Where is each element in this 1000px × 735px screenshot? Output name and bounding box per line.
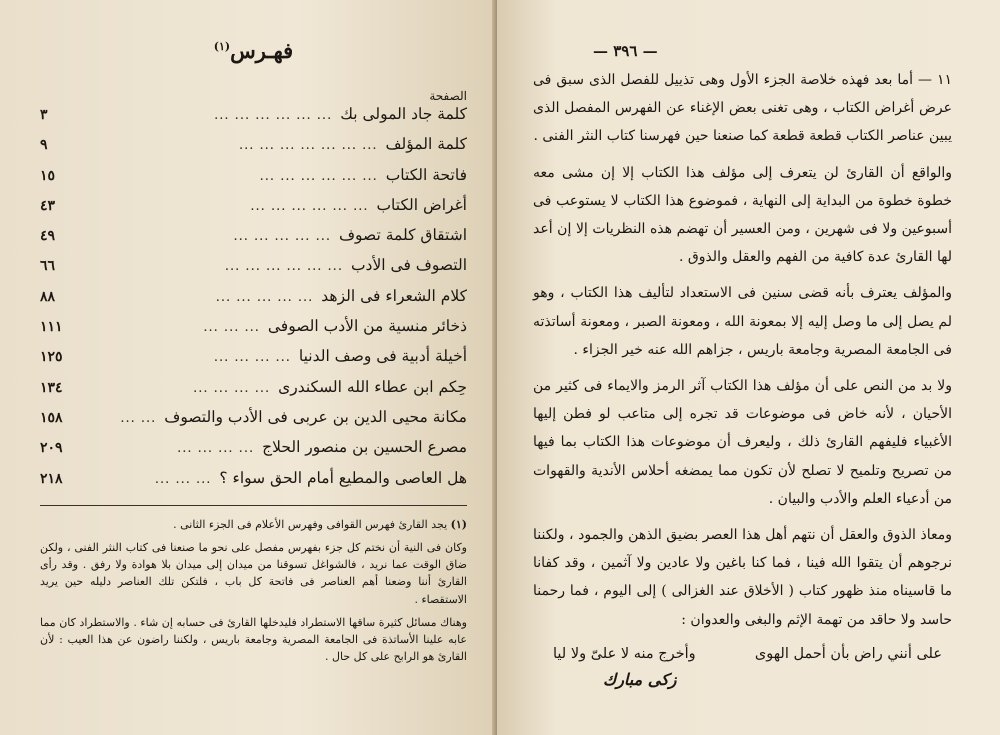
toc-entry: [40, 287, 467, 317]
toc-entry-leader: ... ... ... ... ...: [233, 229, 331, 245]
footnote-text: وهناك مسائل كثيرة ساقها الاستطراد فليدخلها القارئ فى حسابه إن شاء . والاستطراد كان مما عابه علينا الأساتذة فى الجامعة المصرية وجامعة باريس ، ولكننا راضون عن هذا العيب : لأن القارئ هو الرابح على كل حال .: [40, 615, 467, 664]
toc-entry-page: ١٥: [40, 167, 56, 184]
toc-entry-leader: ... ... ...: [154, 471, 212, 487]
toc-entry: [40, 135, 467, 165]
paragraph: ١١ — أما بعد فهذه خلاصة الجزء الأول وهى تذييل للفصل الذى سبق فى عرض أغراض الكتاب ، وهى تغنى بعض الإغناء عن الفهرس المفصل الذى يبين عناصر الكتاب قطعة قطعة كما صنعنا حين فهرسنا كتاب النثر الفنى .: [533, 72, 952, 145]
text-page: [497, 0, 1000, 735]
toc-entry: [40, 408, 467, 438]
toc-entry-title: مصرع الحسين بن منصور الحلاج: [262, 438, 467, 457]
index-page: [0, 0, 497, 735]
verse-second-hemistich: وأخرج منه لا علىّ ولا ليا: [553, 645, 696, 662]
toc-entry: [40, 317, 467, 347]
toc-entry-title: ذخائر منسية من الأدب الصوفى: [267, 317, 467, 336]
toc-entry-title: أخيلة أدبية فى وصف الدنيا: [298, 347, 467, 366]
toc-entry: [40, 105, 467, 135]
toc-entry-leader: ... ... ... ... ... ...: [214, 108, 333, 123]
toc-entry-leader: ... ... ... ... ... ... ...: [238, 138, 378, 154]
footnote-text: وكان فى النية أن نختم كل جزء بفهرس مفصل على نحو ما صنعنا فى كتاب النثر الفنى ، ولكن ضاق الوقت عما نريد ، فالشواغل تسوقنا من ميدان إلى ميدان بلا هوادة ولا رفق . وقد رأى القارئ أننا وضعنا أهم العناصر فى فاتحة كل باب ، فلتكن تلك العناصر دليله حين يريد الاستقصاء .: [40, 541, 467, 606]
footnote-divider: [40, 505, 467, 506]
poetry-verse: [553, 646, 942, 662]
verse-first-hemistich: على أنني راض بأن أحمل الهوى: [754, 645, 942, 662]
toc-entry: [40, 438, 467, 468]
toc-entry-page: ٩: [40, 137, 48, 154]
toc-entry-title: أغراض الكتاب: [376, 195, 467, 214]
toc-entry: [40, 378, 467, 408]
toc-entry: [40, 226, 467, 256]
toc-entry-leader: ... ... ... ... ... ...: [259, 168, 378, 184]
toc-entry-leader: ... ... ... ...: [177, 441, 255, 457]
toc-entry-page: ١٥٨: [40, 409, 63, 426]
footnote-text: يجد القارئ فهرس القوافى وفهرس الأعلام فى الجزء الثانى .: [173, 517, 448, 531]
toc-entry: [40, 166, 467, 196]
index-title-text: فهـرس: [230, 38, 294, 63]
paragraph: والواقع أن القارئ لن يتعرف إلى مؤلف هذا الكتاب إلا إن مشى معه خطوة خطوة من البداية إلى النهاية ، فموضوع هذا الكتاب لا يستوعب فى أسبوعين ولا فى شهرين ، ومن العسير أن تهضم هذه النظريات إلا إن أعد لها القارئ عدة كافية من الفهم والعقل والذوق .: [533, 164, 952, 266]
toc-entry-page: ٨٨: [40, 288, 56, 305]
toc-entry-leader: ... ... ... ... ... ...: [224, 259, 343, 275]
toc-entry: [40, 347, 467, 377]
toc-entry-leader: ... ...: [120, 410, 157, 426]
toc-entry-title: كلمة جاد المولى بك: [340, 105, 467, 123]
toc-entry-title: حِكم ابن عطاء الله السكندرى: [278, 377, 467, 396]
footnote-label: (١): [450, 517, 467, 531]
toc-entry-leader: ... ... ... ...: [193, 380, 271, 396]
toc-entry-page: ٢١٨: [40, 470, 63, 487]
toc-entry-leader: ... ... ...: [203, 320, 260, 336]
toc-entry-page: ٤٩: [40, 228, 56, 245]
toc-entry-title: كلام الشعراء فى الزهد: [321, 286, 467, 305]
page-column-header: الصفحة: [429, 89, 467, 103]
paragraph: ومعاذ الذوق والعقل أن نتهم أهل هذا العصر بضيق الذهن والجمود ، ولكننا نرجوهم أن يتقوا الله فينا ، فما كنا باغين ولا عادين ولا آثمين ، وقد كفانا ما قاسيناه منذ ظهور كتاب ( الأخلاق عند الغزالى ) إلى اليوم ، فما رحمنا حاسد ولا حاقد من تهمة الإثم والبغى والعدوان :: [533, 527, 952, 628]
toc-entry-leader: ... ... ... ... ... ...: [250, 198, 369, 214]
toc-entry-title: فاتحة الكتاب: [385, 165, 467, 184]
toc-entry-title: التصوف فى الأدب: [350, 256, 467, 275]
footnote: [40, 614, 467, 666]
paragraph: والمؤلف يعترف بأنه قضى سنين فى الاستعداد لتأليف هذا الكتاب ، وهو لم يصل إلى ما وصل إليه إلا بمعونة الله ، ومعونة الصبر ، ومعونة أساتذته فى الجامعة المصرية وجامعة باريس ، جزاهم الله عنه خير الجزاء .: [533, 285, 952, 358]
footnote: [40, 539, 467, 608]
toc-entry-title: اشتقاق كلمة تصوف: [338, 226, 467, 245]
toc-entry-page: ٤٣: [40, 197, 56, 214]
toc-entry: [40, 196, 467, 226]
page-number: — ٣٩٦ —: [593, 42, 658, 60]
author-signature: زكى مبارك: [603, 669, 677, 689]
toc-entry-page: ١٢٥: [40, 349, 63, 366]
toc-entry-title: كلمة المؤلف: [385, 135, 467, 154]
footnote: [40, 516, 467, 533]
index-title: [40, 38, 467, 63]
index-title-footnote-mark: (١): [213, 40, 231, 53]
toc-entry-page: ٢٠٩: [40, 440, 63, 457]
toc-entry-title: هل العاصى والمطيع أمام الحق سواء ؟: [219, 468, 467, 487]
toc-entry-leader: ... ... ... ...: [213, 350, 291, 366]
toc-entry-page: ٣: [40, 107, 48, 123]
toc-entry: [40, 256, 467, 286]
toc-entry-title: مكانة محيى الدين بن عربى فى الأدب والتصوف: [164, 407, 467, 426]
toc-entry-leader: ... ... ... ... ...: [215, 289, 314, 305]
paragraph: ولا بد من النص على أن مؤلف هذا الكتاب آثر الرمز والايماء فى كثير من الأحيان ، لأنه خاض فى موضوعات قد تجره إلى متاعب لو فطن إليها الأغبياء فليفهم القارئ ذلك ، وليعرف أن موضوعات هذا الكتاب بما فيها من تصريح وتلميح لا تصلح لأن تكون مما يمضغه أحلاس الأندية والقهوات من أدعياء العلم والأدب والبيان .: [533, 378, 952, 507]
toc-entry: [40, 469, 467, 499]
toc-entry-page: ١١١: [40, 319, 63, 336]
toc-entry-page: ٦٦: [40, 258, 56, 275]
toc-entry-page: ١٣٤: [40, 379, 63, 396]
table-of-contents: [40, 105, 467, 499]
